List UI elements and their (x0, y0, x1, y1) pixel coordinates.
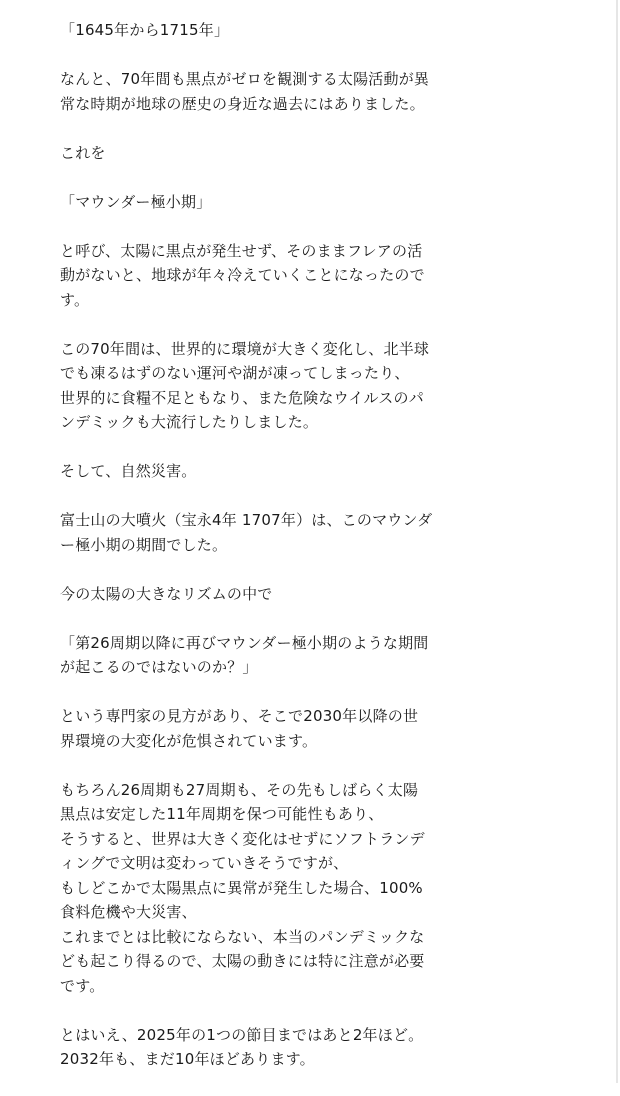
text-line: 富士山の大噴火（宝永4年 1707年）は、このマウンダ (60, 511, 433, 529)
text-line: もちろん26周期も27周期も、その先もしばらく太陽 (60, 780, 419, 799)
text-line: が起こるのではないのか？」 (60, 658, 258, 676)
text-line: これを (60, 143, 106, 162)
article-body (60, 18, 446, 1096)
text-line: ー極小期の期間でした。 (60, 535, 228, 554)
text-line: 2032年も、まだ10年ほどあります。 (60, 1050, 315, 1068)
text-line: ども起こり得るので、太陽の動きには特に注意が必要 (60, 952, 425, 970)
text-line: なんと、70年間も黒点がゼロを観測する太陽活動が異 (60, 70, 430, 88)
text-line: でも凍るはずのない運河や湖が凍ってしまったり、 (60, 364, 410, 382)
text-line: 世界的に食糧不足ともなり、また危険なウイルスのパ (60, 388, 424, 407)
paragraph (60, 67, 446, 116)
text-line: 「マウンダー極小期」 (60, 192, 212, 211)
text-line: 黒点は安定した11年周期を保つ可能性もあり、 (60, 805, 384, 823)
paragraph (60, 778, 446, 999)
paragraph (60, 1023, 446, 1072)
paragraph (60, 18, 446, 43)
text-line: そうすると、世界は大きく変化はせずにソフトランデ (60, 829, 425, 848)
paragraph (60, 704, 446, 753)
text-line: す。 (60, 290, 90, 309)
text-line: この70年間は、世界的に環境が大きく変化し、北半球 (60, 339, 430, 358)
text-line: これまでとは比較にならない、本当のパンデミックな (60, 927, 425, 946)
paragraph (60, 508, 446, 557)
text-line: 界環境の大変化が危惧されています。 (60, 731, 318, 750)
text-line: ィングで文明は変わっていきそうですが、 (60, 854, 349, 872)
text-line: です。 (60, 976, 105, 995)
text-line: という専門家の見方があり、そこで2030年以降の世 (60, 707, 419, 725)
paragraph (60, 239, 446, 313)
text-line: そして、自然災害。 (60, 462, 197, 480)
text-line: 「第26周期以降に再びマウンダー極小期のような期間 (60, 633, 429, 652)
paragraph (60, 582, 446, 607)
text-line: ンデミックも大流行したりしました。 (60, 413, 319, 431)
text-line: と呼び、太陽に黒点が発生せず、そのままフレアの活 (60, 241, 423, 260)
paragraph (60, 141, 446, 166)
text-line: 「1645年から1715年」 (60, 21, 230, 39)
text-line: もしどこかで太陽黒点に異常が発生した場合、100% (60, 878, 423, 897)
text-line: とはいえ、2025年の1つの節目まではあと2年ほど。 (60, 1025, 424, 1044)
paragraph (60, 631, 446, 680)
text-line: 今の太陽の大きなリズムの中で (60, 584, 273, 603)
paragraph (60, 459, 446, 484)
text-line: 食料危機や大災害、 (60, 903, 197, 921)
paragraph (60, 190, 446, 215)
text-line: 動がないと、地球が年々冷えていくことになったので (60, 266, 425, 284)
text-line: 常な時期が地球の歴史の身近な過去にはありました。 (60, 94, 425, 113)
paragraph (60, 337, 446, 435)
